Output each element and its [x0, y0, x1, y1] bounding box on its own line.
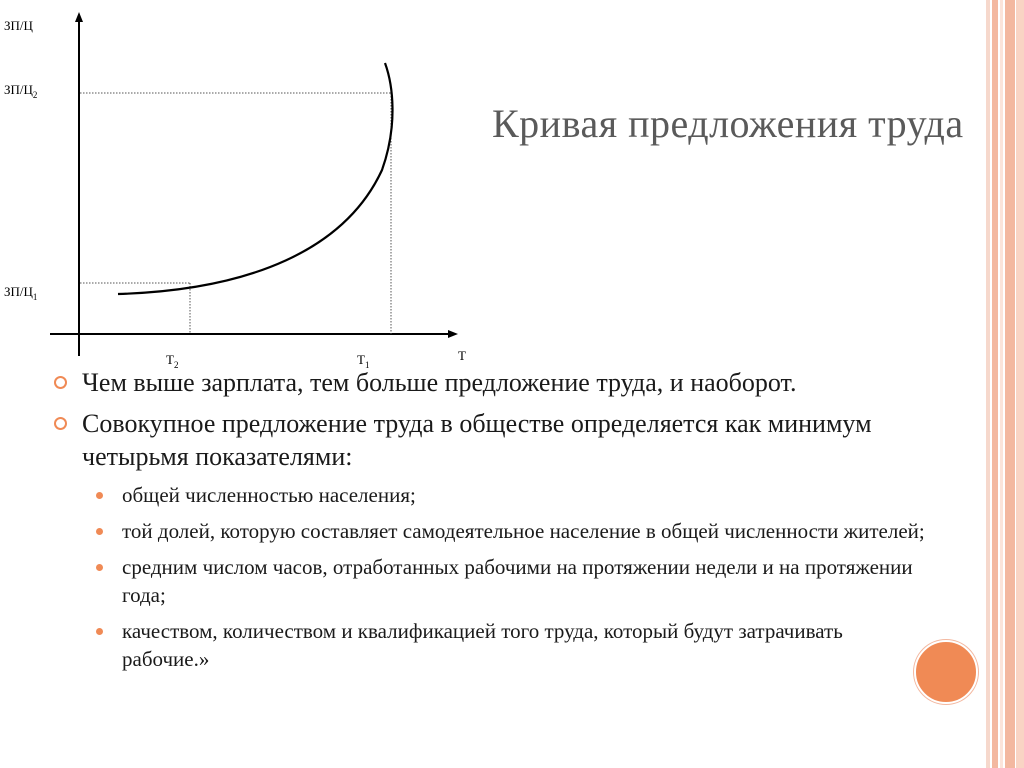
bullet-text: Совокупное предложение труда в обществе определяется как минимум четырьмя показателями: [82, 409, 872, 471]
bullet-list [52, 366, 932, 681]
labor-supply-chart [0, 0, 470, 370]
bullet-dot-icon [96, 628, 103, 635]
sub-bullet-text: общей численностью населения; [122, 483, 416, 507]
y-axis-arrow [75, 12, 83, 22]
y-tick-label: $ЗП/Ц_2$ [4, 82, 38, 100]
y-axis-label: ЗП/Ц [4, 18, 33, 33]
x-tick-label: $Т_1$ [357, 352, 370, 370]
decor-stripe [1005, 0, 1015, 768]
x-axis-arrow [448, 330, 458, 338]
bullet-ring-icon [54, 376, 67, 389]
bullet-dot-icon [96, 528, 103, 535]
bullet-ring-icon [54, 417, 67, 430]
bullet-dot-icon [96, 492, 103, 499]
sub-bullet-text: той долей, которую составляет самодеятельное население в общей численности жителей; [122, 519, 925, 543]
supply-curve [118, 63, 393, 294]
decor-stripe [1016, 0, 1024, 768]
x-axis-label: Т [458, 348, 466, 363]
decor-stripe [1000, 0, 1003, 768]
x-tick-label: $Т_2$ [166, 352, 179, 370]
decor-stripe [986, 0, 990, 768]
sub-bullet-text: качеством, количеством и квалификацией того труда, который будут затрачивать рабочие.» [122, 619, 843, 671]
bullet-item [52, 407, 932, 473]
sub-bullet-text: средним числом часов, отработанных рабочими на протяжении недели и на протяжении года; [122, 555, 913, 607]
bullet-item [52, 366, 932, 399]
sub-bullet-item [52, 517, 932, 545]
bullet-dot-icon [96, 564, 103, 571]
decor-stripe [992, 0, 998, 768]
sub-bullet-item [52, 553, 932, 609]
slide-title: Кривая предложения труда [492, 101, 964, 146]
sub-bullet-item [52, 617, 932, 673]
sub-bullet-item [52, 481, 932, 509]
y-tick-label: $ЗП/Ц_1$ [4, 284, 38, 302]
bullet-text: Чем выше зарплата, тем больше предложение труда, и наоборот. [82, 368, 797, 397]
